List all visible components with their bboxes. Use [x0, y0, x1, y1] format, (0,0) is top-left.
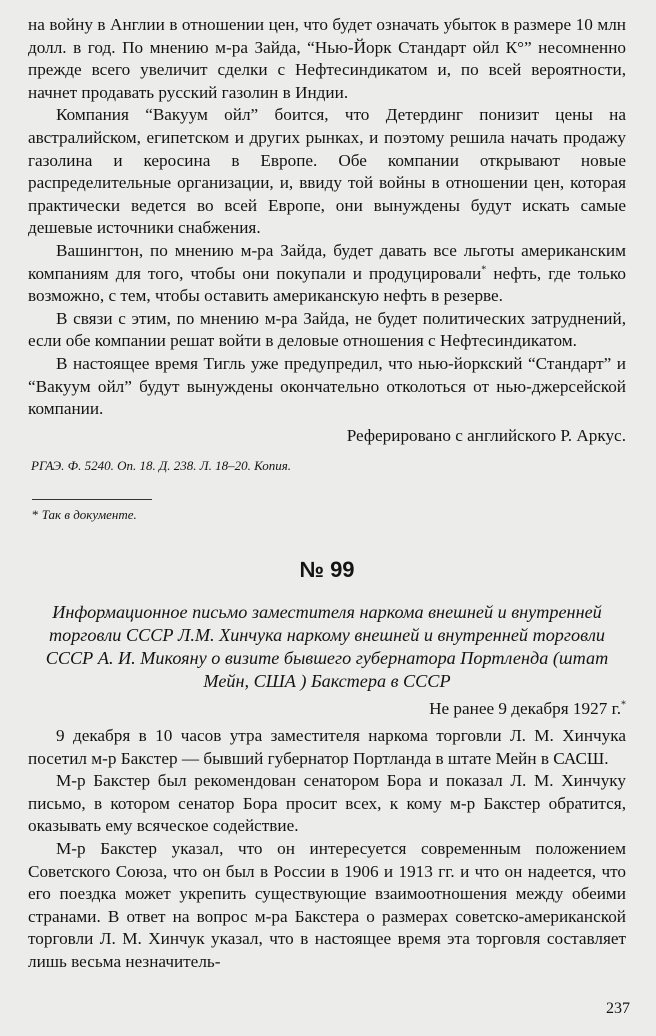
document-date: [28, 698, 626, 721]
archive-reference: РГАЭ. Ф. 5240. Оп. 18. Д. 238. Л. 18–20. Копия.: [31, 458, 292, 474]
paragraph-3: [28, 240, 626, 308]
paragraph-7: М-р Бакстер был рекомендован сенатором Бора и показал Л. М. Хинчуку письмо, в котором сенатор Бора просит всех, к кому м-р Бакстер обратится, оказывать ему всяческое содействие.: [28, 771, 626, 836]
paragraph-4: В связи с этим, по мнению м-ра Зайда, не будет политических затруднений, если обе компании решат войти в деловые отношения с Нефтесиндикатом.: [28, 308, 626, 351]
footnote-text: Так в документе.: [41, 507, 137, 523]
date-footnote-mark: *: [621, 699, 626, 711]
paragraph-2: Компания “Вакуум ойл” боится, что Детердинг понизит цены на австралийском, египетском и других рынках, и поэтому решила начать продажу газолина и керосина в Европе. Обе компании открывают новые распределительные организации, и, ввиду той войны в отношении цен, которая практически ведется во всей Европе, они вынуждены будут искать самые дешевые источники снабжения.: [28, 105, 626, 238]
footnote-mark: *: [481, 263, 487, 275]
date-text: Не ранее 9 декабря 1927 г.: [429, 699, 621, 719]
paragraph-1: на войну в Англии в отношении цен, что будет означать убыток в размере 10 млн долл. в год. По мнению м-ра Зайда, “Нью-Йорк Стандарт ойл К°” несомненно прежде всего увеличит сделки с Нефтесиндикатом и, по всей вероятности, начнет продавать русский газолин в Индии.: [28, 15, 626, 102]
paragraph-5: В настоящее время Тигль уже предупредил, что нью-йоркский “Стандарт” и “Вакуум ойл” будут вынуждены окончательно отколоться от нью-джерсейской компании.: [28, 353, 626, 419]
document-title: Информационное письмо заместителя наркома внешней и внутренней торговли СССР Л.М. Хинчука наркому внешней и внутренней торговли СССР А. И. Микояну о визите бывшего губернатора Портленда (штат Мейн, США ) Бакстера в СССР: [45, 602, 609, 691]
document-page: [28, 14, 626, 974]
footnote-mark: *: [32, 507, 39, 523]
footnote: [32, 506, 626, 523]
page-number: 237: [606, 1000, 630, 1017]
paragraph-3-part-2: нефть, где только возможно, с тем, чтобы оставить американскую нефть в резерве.: [28, 263, 626, 306]
paragraph-8: М-р Бакстер указал, что он интересуется современным положением Советского Союза, что он был в России в 1906 и 1913 гг. и что он надеется, что его поездка может укрепить существующие взаимоотношения между обеими странами. В ответ на вопрос м-ра Бакстера о размерах советско-американской торговли Л. М. Хинчук указал, что в настоящее время эта торговля составляет лишь весьма незначитель-: [28, 839, 626, 971]
paragraph-3-part-1: Вашингтон, по мнению м-ра Зайда, будет давать все льготы американским компаниям для того, чтобы они покупали и продуцировали: [28, 240, 626, 283]
footnote-divider: [32, 499, 152, 500]
referat-note: Реферировано с английского Р. Аркус.: [346, 425, 626, 445]
document-number: № 99: [299, 557, 355, 583]
paragraph-6: 9 декабря в 10 часов утра заместителя наркома торговли Л. М. Хинчука посетил м-р Бакстер — бывший губернатор Портланда в штате Мейн в САСШ.: [28, 726, 626, 768]
